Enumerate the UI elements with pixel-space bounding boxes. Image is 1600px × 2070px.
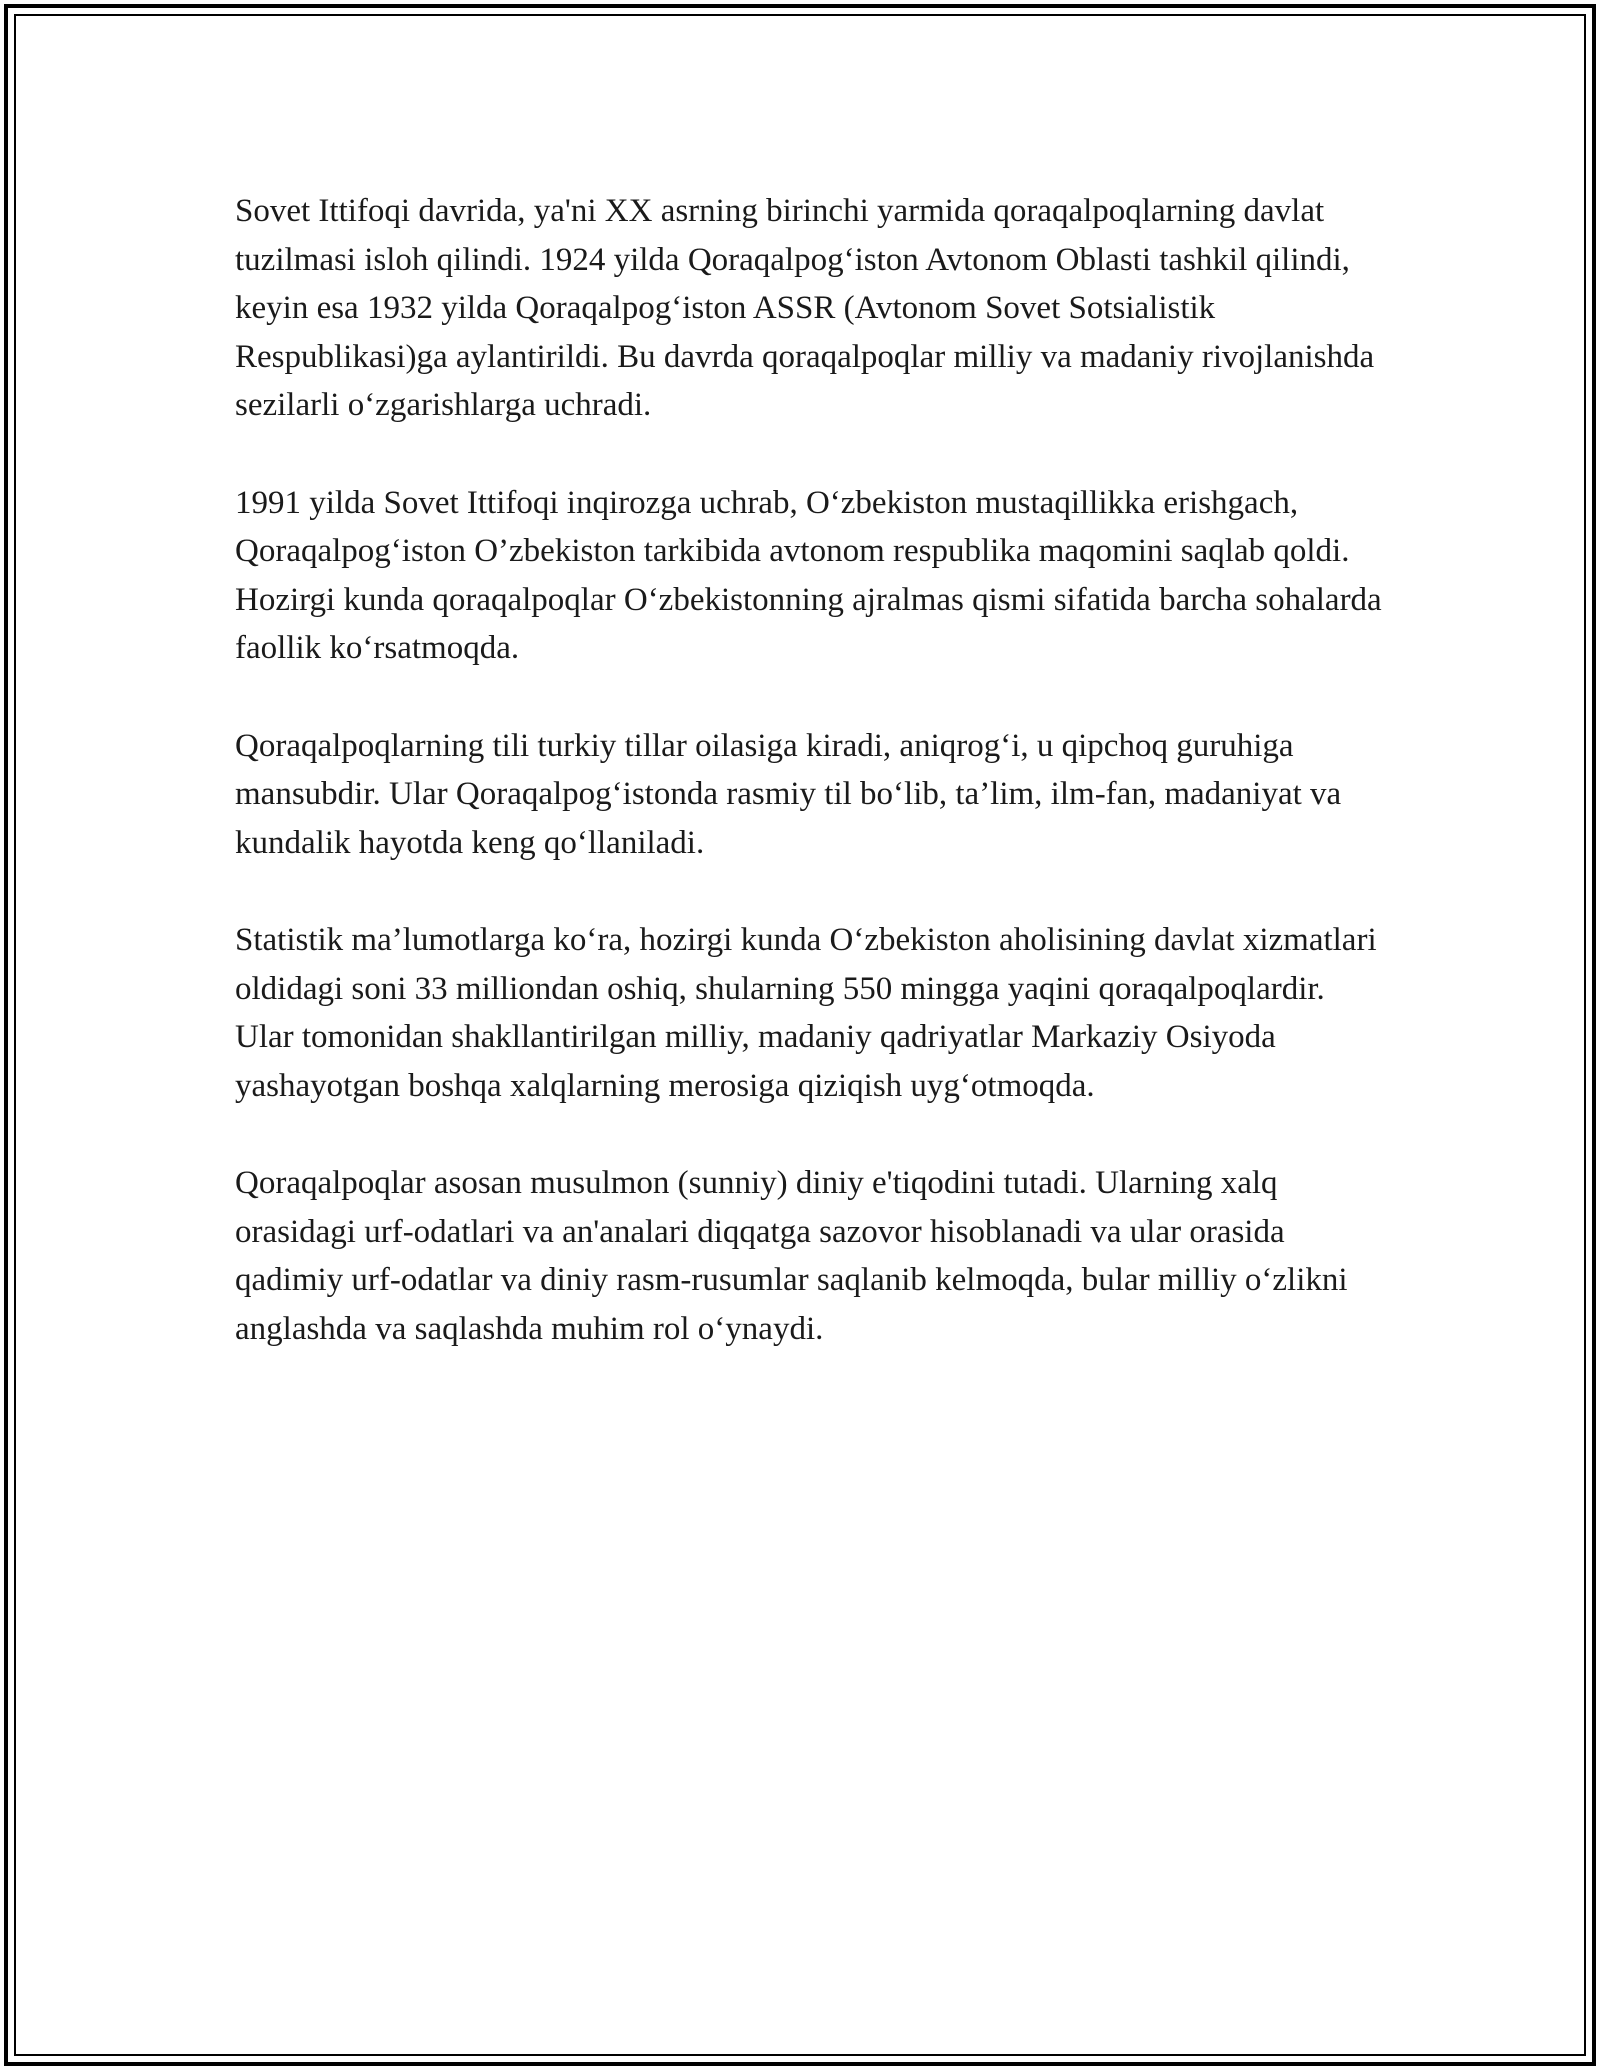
- paragraph-statistics: Statistik ma’lumotlarga ko‘ra, hozirgi kunda O‘zbekiston aholisining davlat xizmatlari oldidagi soni 33 milliondan oshiq, shularning 550 mingga yaqini qoraqalpoqlardir. Ular tomonidan shakllantirilgan milliy, madaniy qadriyatlar Markaziy Osiyoda yashayotgan boshqa xalqlarning merosiga qiziqish uyg‘otmoqda.: [235, 922, 1377, 1104]
- paragraph-language: Qoraqalpoqlarning tili turkiy tillar oilasiga kiradi, aniqrog‘i, u qipchoq guruhiga mansubdir. Ular Qoraqalpog‘istonda rasmiy til bo‘lib, ta’lim, ilm-fan, madaniyat va kundalik hayotda keng qo‘llaniladi.: [235, 727, 1342, 861]
- paragraph-independence: 1991 yilda Sovet Ittifoqi inqirozga uchrab, O‘zbekiston mustaqillikka erishgach, Qoraqalpog‘iston O’zbekiston tarkibida avtonom respublika maqomini saqlab qoldi. Hozirgi kunda qoraqalpoqlar O‘zbekistonning ajralmas qismi sifatida barcha sohalarda faollik ko‘rsatmoqda.: [235, 484, 1382, 666]
- document-body: [235, 187, 1385, 1402]
- paragraph-soviet-period: Sovet Ittifoqi davrida, ya'ni XX asrning birinchi yarmida qoraqalpoqlarning davlat tuzilmasi isloh qilindi. 1924 yilda Qoraqalpog‘iston Avtonom Oblasti tashkil qilindi, keyin esa 1932 yilda Qoraqalpog‘iston ASSR (Avtonom Sovet Sotsialistik Respublikasi)ga aylantirildi. Bu davrda qoraqalpoqlar milliy va madaniy rivojlanishda sezilarli o‘zgarishlarga uchradi.: [235, 193, 1375, 423]
- paragraph-religion: Qoraqalpoqlar asosan musulmon (sunniy) diniy e'tiqodini tutadi. Ularning xalq orasidagi urf-odatlari va an'analari diqqatga sazovor hisoblanadi va ular orasida qadimiy urf-odatlar va diniy rasm-rusumlar saqlanib kelmoqda, bular milliy o‘zlikni anglashda va saqlashda muhim rol o‘ynaydi.: [235, 1165, 1348, 1347]
